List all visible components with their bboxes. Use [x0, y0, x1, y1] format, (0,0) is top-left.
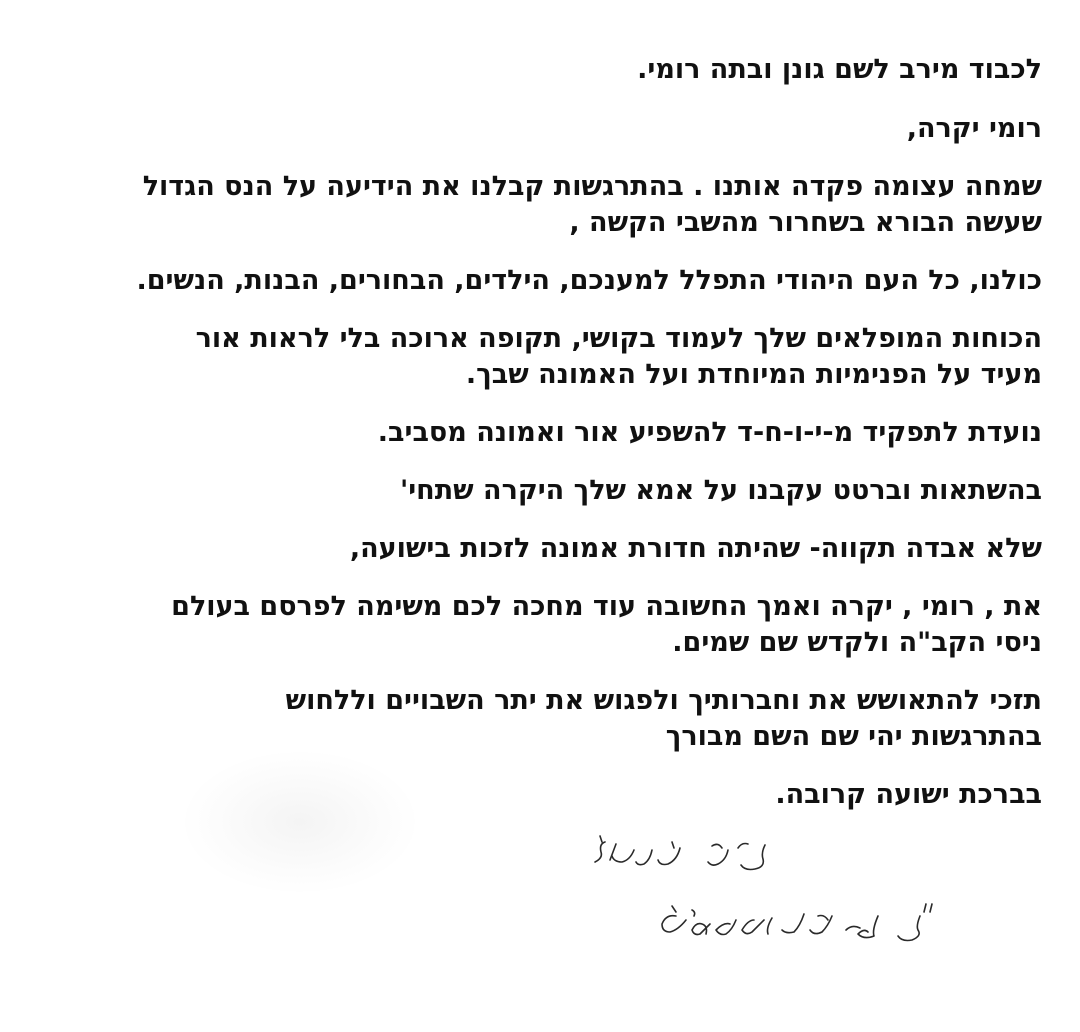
text-line: שמחה עצומה פקדה אותנו . בהתרגשות קבלנו את הידיעה על הנס הגדול — [142, 171, 1042, 202]
text-line: נועדת לתפקיד מ-י-ו-ח-ד להשפיע אור ואמונה מסביב. — [377, 417, 1042, 448]
erased-area — [185, 752, 415, 892]
paragraph — [42, 263, 1042, 299]
handwritten-signature — [560, 820, 960, 970]
paragraph — [42, 169, 1042, 241]
text-line: ניסי הקב"ה ולקדש שם שמים. — [672, 627, 1042, 658]
paragraph — [42, 683, 1042, 755]
addressee-line: לכבוד מירב לשם גונן ובתה רומי. — [637, 54, 1042, 85]
paragraph — [42, 589, 1042, 661]
text-line: שלא אבדה תקווה- שהיתה חדורת אמונה לזכות בישועה, — [349, 533, 1042, 564]
paragraph — [42, 415, 1042, 451]
text-line: בהתרגשות יהי שם השם מבורך — [665, 721, 1042, 752]
text-line: תזכי להתאושש את וחברותיך ולפגוש את יתר השבויים וללחוש — [285, 685, 1042, 716]
text-line: את , רומי , יקרה ואמך החשובה עוד מחכה לכם משימה לפרסם בעולם — [171, 591, 1042, 622]
text-line: מעיד על הפנימיות המיוחדת ועל האמונה שבך. — [465, 359, 1042, 390]
paragraph — [42, 473, 1042, 509]
letter-greeting — [42, 111, 1042, 147]
paragraph — [42, 531, 1042, 567]
greeting-line: רומי יקרה, — [906, 113, 1042, 144]
paragraph — [42, 321, 1042, 393]
letter-addressee — [42, 52, 1042, 88]
text-line: בהשתאות וברטט עקבנו על אמא שלך היקרה שתחי' — [399, 475, 1042, 506]
text-line: כולנו, כל העם היהודי התפלל למענכם, הילדים, הבחורים, הבנות, הנשים. — [136, 265, 1042, 296]
closing-line: בברכת ישועה קרובה. — [775, 779, 1042, 810]
letter-body — [42, 52, 1042, 835]
text-line: הכוחות המופלאים שלך לעמוד בקושי, תקופה ארוכה בלי לראות אור — [195, 323, 1042, 354]
text-line: שעשה הבורא בשחרור מהשבי הקשה , — [569, 207, 1042, 238]
